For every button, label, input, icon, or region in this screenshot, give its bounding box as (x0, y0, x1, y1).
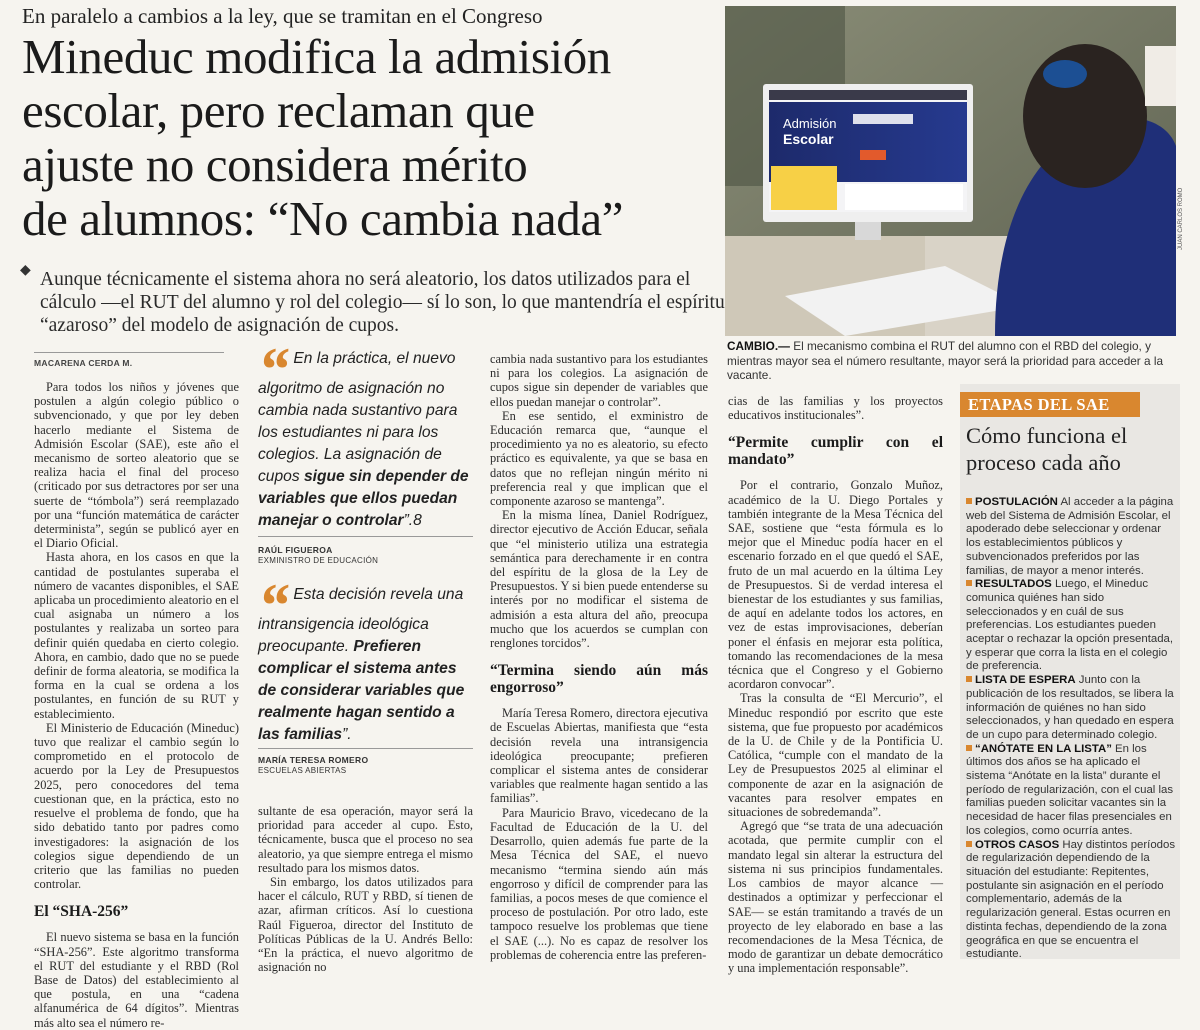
caption-label: CAMBIO.— (727, 339, 790, 353)
quote-text-bold: sigue sin depender de variables que ellos puedan manejar o controlar (258, 468, 469, 529)
list-item (966, 578, 1176, 674)
bullet-square-icon (966, 745, 972, 751)
pull-quote-1 (258, 336, 473, 565)
paragraph: Tras la consulta de “El Mercurio”, el Mineduc respondió por escrito que este sistema, que fue propuesto por académicos de la U. de Chile y de la Pontificia U. Católica, “cumple con el mandato de la Ley de Presupuestos 2025 al eliminar el componente de azar en la asignación de vacantes para resolver empates en situaciones de sobredemanda”. (728, 691, 943, 820)
quote-role: ESCUELAS ABIERTAS (258, 766, 347, 775)
bullet-square-icon (966, 841, 972, 847)
quote-text-end: ”.8 (403, 512, 422, 529)
quote-text-end: ”. (342, 726, 352, 743)
bullet-square-icon (966, 498, 972, 504)
paragraph: En ese sentido, el exministro de Educación remarca que, “aunque el procedimiento ya no es aleatorio, su efecto práctico es equivalente, ya que se basa en datos que no reflejan ningún mérito ni preferencia real y que implican que el componente azaroso se mantenga”. (490, 408, 708, 509)
list-item-label: “ANÓTATE EN LA LISTA” (975, 742, 1112, 755)
headline-line: de alumnos: “No cambia nada” (22, 191, 624, 246)
pull-quote-2 (258, 572, 473, 775)
quote-mark-icon: “ (258, 572, 289, 640)
caption-text: El mecanismo combina el RUT del alumno con el RBD del colegio, y mientras mayor sea el número resultante, mayor será la prioridad para acceder a la vacante. (727, 339, 1164, 382)
list-item (966, 743, 1176, 839)
paragraph: cias de las familias y los proyectos educativos institucionales”. (728, 394, 943, 423)
bullet-square-icon (966, 580, 972, 586)
paragraph: El nuevo sistema se basa en la función “SHA-256”. Este algoritmo transforma el RUT del estudiante y el RBD (Rol Base de Datos) del establecimiento al que postula, en una “cadena alfanumérica de 64 dígitos”. Mientras más alto sea el número re- (34, 930, 239, 1030)
bullet-square-icon (966, 676, 972, 682)
paragraph: En la misma línea, Daniel Rodríguez, director ejecutivo de Acción Educar, señala que “el ministerio utiliza una estrategia semántica para derechamente ir en contra del espíritu de la glosa de la Ley de Presupuestos. Y si bien puede entenderse su interés por no modificar el sistema de admisión a esta altura del año, preocupa mucho que los acuerdos se cumplan con renglones torcidos”. (490, 508, 708, 651)
quote-mark-icon: “ (258, 336, 289, 404)
photo (725, 6, 1176, 336)
headline-line: Mineduc modifica la admisión (22, 29, 611, 84)
paragraph: Sin embargo, los datos utilizados para hacer el cálculo, RUT y RBD, sí tienen de azar, afirman críticos. Así lo cuestiona Raúl Figueroa, director del Instituto de Políticas Públicas de la U. Andrés Bello: “En la práctica, el nuevo algoritmo de asignación no (258, 875, 473, 975)
list-item-label: LISTA DE ESPERA (975, 674, 1076, 687)
deck-bullet-icon: ◆ (20, 262, 31, 278)
list-item-text: Al acceder a la página web del Sistema de Admisión Escolar, el apoderado debe seleccionar y ordenar los establecimientos públicos y subvencionados preferidos por las familias, de mayor a menor interés. (966, 496, 1174, 577)
subheading: “Termina siendo aún más engorroso” (490, 662, 708, 697)
kicker: En paralelo a cambios a la ley, que se tramitan en el Congreso (22, 4, 543, 28)
subheading: El “SHA-256” (34, 903, 129, 921)
divider (34, 352, 224, 353)
column-3 (490, 352, 708, 962)
photo-illustration (725, 6, 1176, 336)
headline-line: ajuste no considera mérito (22, 137, 528, 192)
list-item-label: POSTULACIÓN (975, 496, 1058, 508)
list-item (966, 839, 1176, 962)
list-item-label: OTROS CASOS (975, 838, 1060, 851)
column-2-bottom (258, 804, 473, 974)
paragraph: Agregó que “se trata de una adecuación acotada, que permite cumplir con el mandato legal sin alterar la estructura del sistema ni sus principios fundamentales. Los cambios de mayor alcance —destinados a optimizar y perfeccionar el SAE— se están tramitando a través de un proyecto de ley elaborado en base a las recomendaciones de la Mesa Técnica, de modo de garantizar un debate democrático y una implementación responsable”. (728, 819, 943, 976)
quote-text-bold: Prefieren complicar el sistema antes de considerar variables que realmente hagan sentido a las familias (258, 638, 465, 743)
paragraph: Hasta ahora, en los casos en que la cantidad de postulantes superaba el número de vacantes disponibles, el SAE aplicaba un procedimiento aleatorio en el cual asignaba un número a los postulantes y realizaba un sorteo para definir quién quedaba en cierto colegio. Ahora, en cambio, dado que no se puede definir de forma aleatoria, se modifica la forma en la cual se ordena a los postulantes, en función de su RUT y establecimiento. (34, 550, 239, 721)
deck: Aunque técnicamente el sistema ahora no será aleatorio, los datos utilizados para el cálculo —el RUT del alumno y rol del colegio— sí lo son, lo que mantendría el espíritu “azaroso” del modelo de asignación de cupos. (40, 269, 725, 336)
quote-author: MARÍA TERESA ROMERO (258, 755, 369, 765)
subheading: “Permite cumplir con el mandato” (728, 434, 943, 469)
screen-text: Admisión (783, 116, 837, 131)
list-item-text: Hay distintos períodos de regularización dependiendo de la situación del estudiante: Repitentes, postulante sin asignación en el período complementario, además de la regularización general. Estas ocurren en distinta fechas, dependiendo de la zona geográfica en que se encuentra el estudiante. (966, 838, 1176, 961)
list-item-text: En los últimos dos años se ha aplicado el sistema “Anótate en la lista” durante el período de regularización, con el cual las familias pueden solicitar vacantes sin la necesidad de hacer filas presenciales en los colegios, como ocurría antes. (966, 742, 1174, 837)
quote-text: En la práctica, el nuevo algoritmo de asignación no cambia nada sustantivo para los estudiantes ni para los colegios. La asignación de cupos (258, 350, 458, 485)
photo-caption (727, 339, 1182, 383)
sidebar-title: Cómo funciona el proceso cada año (966, 423, 1128, 475)
divider (258, 748, 473, 749)
column-1 (34, 380, 239, 1030)
paragraph: sultante de esa operación, mayor será la prioridad para acceder al cupo. Esto, técnicamente, busca que el proceso no sea aleatorio, ya que siempre entrega el mismo resultado para los mismos datos. (258, 804, 473, 875)
quote-author: RAÚL FIGUEROA (258, 545, 333, 555)
sidebar-list (966, 496, 1176, 962)
paragraph: María Teresa Romero, directora ejecutiva de Escuelas Abiertas, manifiesta que “esta decisión revela una intransigencia ideológica preocupante; prefieren complicar el sistema antes de considerar variables que realmente hagan sentido a las familias”. (490, 706, 708, 806)
paragraph: El Ministerio de Educación (Mineduc) tuvo que realizar el cambio según lo comprometido en el protocolo de acuerdo por la Ley de Presupuestos 2025, pero conocedores del tema cuestionan que, en la práctica, esto no resuelve el problema de fondo, que ha sido debatido tanto por padres como investigadores: la asignación de los colegios sigue dependiendo de un criterio que las familias no pueden controlar. (34, 720, 239, 892)
list-item (966, 496, 1176, 578)
paragraph: Para todos los niños y jóvenes que postulen a algún colegio público o subvencionado, y que por ley deben hacerlo mediante el Sistema de Admisión Escolar (SAE), este año el mecanismo de sorteo aleatorio que se realiza hacia el final del proceso (criticado por sus detractores por ser una suerte de “tómbola”) será reemplazado por una “función matemática de carácter determinista”, según se publicó ayer en el Diario Oficial. (34, 380, 239, 551)
list-item (966, 674, 1176, 743)
byline: MACARENA CERDA M. (34, 358, 133, 368)
quote-text: Esta decisión revela una intransigencia ideológica preocupante. (258, 586, 464, 655)
screen-text: Escolar (783, 131, 834, 147)
list-item-text: Junto con la publicación de los resultados, se libera la información de quiénes no han sido seleccionados, y han quedado en espera de un cupo para determinado colegio. (966, 674, 1174, 741)
list-item-text: Luego, el Mineduc comunica quiénes han sido seleccionados y en cuál de sus preferencias. Los estudiantes pueden aceptar o rechazar la opción presentada, y esperar que corra la lista en el colegio de preferencia. (966, 578, 1174, 673)
column-4 (728, 394, 943, 976)
headline-line: escolar, pero reclaman que (22, 83, 535, 138)
headline (22, 30, 712, 246)
paragraph: cambia nada sustantivo para los estudiantes ni para los colegios. La asignación de cupos sigue sin depender de variables que ellos puedan manejar o controlar”. (490, 352, 708, 409)
paragraph: Por el contrario, Gonzalo Muñoz, académico de la U. Diego Portales y también integrante de la Mesa Técnica del SAE, sostiene que “esta fórmula es lo mejor que el Mineduc podía hacer en el escenario forzado en el que quedó el SAE, fruto de un mal acuerdo en la última Ley de Presupuestos. Si de verdad interesa el bienestar de los estudiantes y sus familias, de aquí en adelante todos los actores, en vez de estas improvisaciones, deberían poner el énfasis en mejorar esta política, tomando las recomendaciones de la mesa técnica que el Congreso y el Gobierno acordaron convocar”. (728, 478, 943, 692)
quote-role: EXMINISTRO DE EDUCACIÓN (258, 556, 379, 565)
list-item-label: RESULTADOS (975, 578, 1052, 591)
divider (258, 536, 473, 537)
sidebar-tag: ETAPAS DEL SAE (960, 392, 1140, 417)
paragraph: Para Mauricio Bravo, vicedecano de la Facultad de Educación de la U. del Desarrollo, quien además fue parte de la Mesa Técnica del SAE, el nuevo mecanismo “termina siendo aún más engorroso y difícil de comprender para las familias, a pocos meses de que comience el proceso de postulación. Por otro lado, este tampoco resuelve los problemas que tiene el SAE (...). No es capaz de resolver los problemas de coherencia entre las preferen- (490, 805, 708, 962)
photo-credit: JUAN CARLOS ROMO (1178, 187, 1184, 250)
